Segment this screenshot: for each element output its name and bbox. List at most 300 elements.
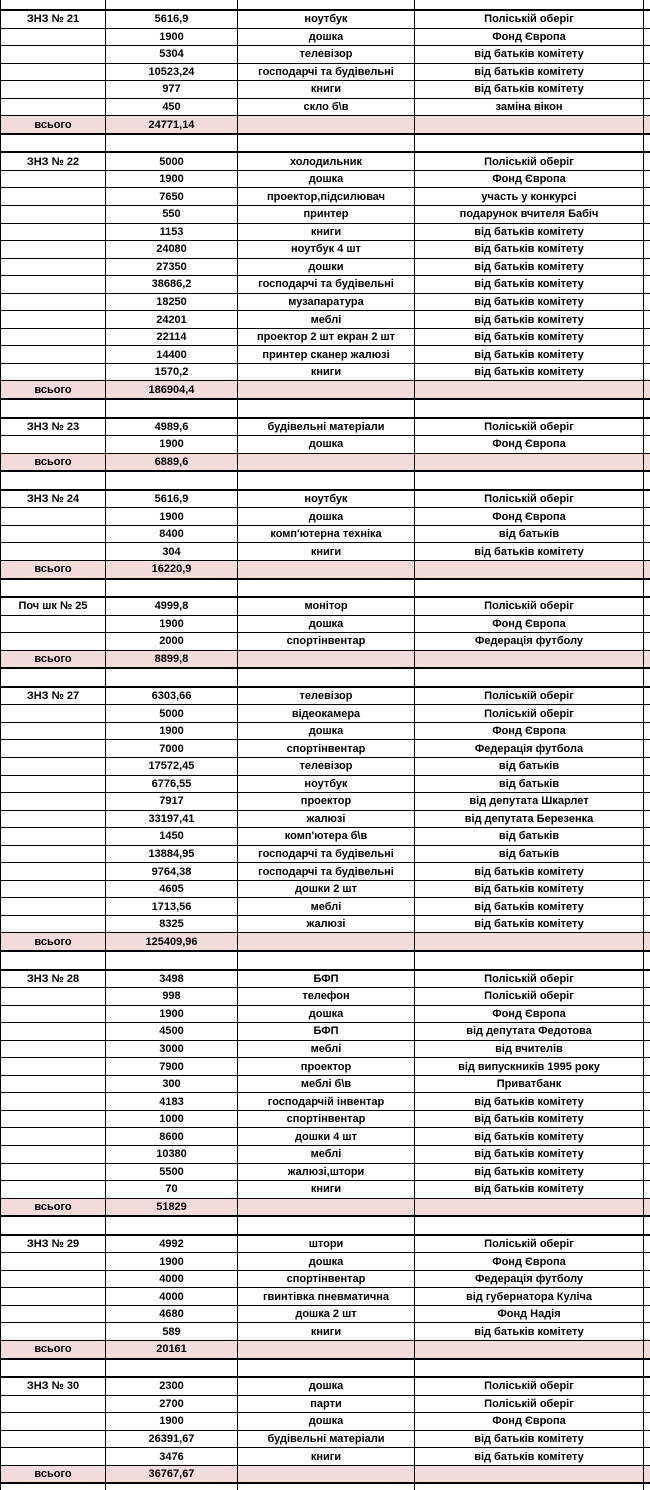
item-cell[interactable]: принтер — [238, 206, 415, 224]
amount-cell[interactable]: 9764,38 — [106, 863, 238, 881]
total-item-cell[interactable] — [238, 116, 415, 134]
item-cell[interactable]: книги — [238, 1448, 415, 1466]
item-cell[interactable]: штори — [238, 1235, 415, 1253]
school-cell[interactable] — [1, 1005, 106, 1023]
source-cell[interactable]: від батьків комітету — [415, 1128, 644, 1146]
source-cell[interactable]: Фонд Надія — [415, 1305, 644, 1323]
total-filler-cell[interactable] — [644, 1198, 650, 1216]
amount-cell[interactable]: 5616,9 — [106, 10, 238, 28]
item-cell[interactable]: книги — [238, 363, 415, 381]
sep-amount-cell[interactable] — [106, 1359, 238, 1378]
school-cell[interactable] — [1, 1093, 106, 1111]
source-cell[interactable]: Приватбанк — [415, 1075, 644, 1093]
school-cell[interactable] — [1, 293, 106, 311]
top-filler-cell[interactable] — [644, 0, 650, 10]
filler-cell[interactable] — [644, 311, 650, 329]
filler-cell[interactable] — [644, 436, 650, 454]
amount-cell[interactable]: 13884,95 — [106, 845, 238, 863]
total-label-cell[interactable]: всього — [1, 933, 106, 951]
item-cell[interactable]: господарчі та будівельні — [238, 63, 415, 81]
total-label-cell[interactable]: всього — [1, 1198, 106, 1216]
sep-amount-cell[interactable] — [106, 579, 238, 598]
item-cell[interactable]: меблі б\в — [238, 1075, 415, 1093]
school-cell[interactable] — [1, 722, 106, 740]
amount-cell[interactable]: 6303,66 — [106, 687, 238, 705]
sep-source-cell[interactable] — [415, 1216, 644, 1235]
school-cell[interactable] — [1, 328, 106, 346]
filler-cell[interactable] — [644, 740, 650, 758]
amount-cell[interactable]: 26391,67 — [106, 1430, 238, 1448]
total-source-cell[interactable] — [415, 1198, 644, 1216]
item-cell[interactable]: гвинтівка пневматична — [238, 1288, 415, 1306]
amount-cell[interactable]: 27350 — [106, 258, 238, 276]
amount-cell[interactable]: 2300 — [106, 1377, 238, 1395]
total-label-cell[interactable]: всього — [1, 650, 106, 668]
source-cell[interactable]: від батьків комітету — [415, 1163, 644, 1181]
amount-cell[interactable]: 1900 — [106, 436, 238, 454]
item-cell[interactable]: спортінвентар — [238, 1110, 415, 1128]
source-cell[interactable]: від депутата Березенка — [415, 810, 644, 828]
sep-amount-cell[interactable] — [106, 951, 238, 970]
amount-cell[interactable]: 1900 — [106, 1005, 238, 1023]
school-cell[interactable] — [1, 98, 106, 116]
filler-cell[interactable] — [644, 597, 650, 615]
item-cell[interactable]: телевізор — [238, 687, 415, 705]
filler-cell[interactable] — [644, 543, 650, 561]
item-cell[interactable]: ноутбук — [238, 490, 415, 508]
school-cell[interactable] — [1, 898, 106, 916]
school-cell[interactable]: ЗНЗ № 28 — [1, 970, 106, 988]
item-cell[interactable]: будівельні матеріали — [238, 1430, 415, 1448]
item-cell[interactable]: господарчі та будівельні — [238, 845, 415, 863]
filler-cell[interactable] — [644, 1305, 650, 1323]
school-cell[interactable] — [1, 543, 106, 561]
filler-cell[interactable] — [644, 1023, 650, 1041]
source-cell[interactable]: від батьків комітету — [415, 1110, 644, 1128]
amount-cell[interactable]: 4999,8 — [106, 597, 238, 615]
item-cell[interactable]: меблі — [238, 1040, 415, 1058]
total-source-cell[interactable] — [415, 560, 644, 578]
amount-cell[interactable]: 1000 — [106, 1110, 238, 1128]
item-cell[interactable]: телефон — [238, 988, 415, 1006]
source-cell[interactable]: від батьків комітету — [415, 276, 644, 294]
source-cell[interactable]: від батьків комітету — [415, 1430, 644, 1448]
bottom-filler-cell[interactable] — [644, 1483, 650, 1490]
top-school-cell[interactable] — [1, 0, 106, 10]
amount-cell[interactable]: 33197,41 — [106, 810, 238, 828]
filler-cell[interactable] — [644, 1270, 650, 1288]
total-filler-cell[interactable] — [644, 1465, 650, 1483]
amount-cell[interactable]: 1450 — [106, 828, 238, 846]
school-cell[interactable] — [1, 258, 106, 276]
sep-item-cell[interactable] — [238, 951, 415, 970]
source-cell[interactable]: Федерація футболу — [415, 633, 644, 651]
sep-source-cell[interactable] — [415, 1359, 644, 1378]
sep-item-cell[interactable] — [238, 579, 415, 598]
bottom-item-cell[interactable] — [238, 1483, 415, 1490]
filler-cell[interactable] — [644, 793, 650, 811]
item-cell[interactable]: комп'ютера б\в — [238, 828, 415, 846]
school-cell[interactable]: ЗНЗ № 21 — [1, 10, 106, 28]
filler-cell[interactable] — [644, 1288, 650, 1306]
total-filler-cell[interactable] — [644, 116, 650, 134]
filler-cell[interactable] — [644, 63, 650, 81]
school-cell[interactable] — [1, 1040, 106, 1058]
school-cell[interactable] — [1, 1128, 106, 1146]
sep-filler-cell[interactable] — [644, 579, 650, 598]
school-cell[interactable] — [1, 1110, 106, 1128]
source-cell[interactable]: Поліській оберіг — [415, 1235, 644, 1253]
school-cell[interactable] — [1, 223, 106, 241]
amount-cell[interactable]: 7900 — [106, 1058, 238, 1076]
total-item-cell[interactable] — [238, 1198, 415, 1216]
amount-cell[interactable]: 450 — [106, 98, 238, 116]
filler-cell[interactable] — [644, 988, 650, 1006]
school-cell[interactable] — [1, 346, 106, 364]
school-cell[interactable]: Поч шк № 25 — [1, 597, 106, 615]
source-cell[interactable]: Поліській оберіг — [415, 988, 644, 1006]
item-cell[interactable]: меблі — [238, 1146, 415, 1164]
school-cell[interactable] — [1, 63, 106, 81]
source-cell[interactable]: Поліській оберіг — [415, 597, 644, 615]
school-cell[interactable] — [1, 188, 106, 206]
school-cell[interactable]: ЗНЗ № 27 — [1, 687, 106, 705]
item-cell[interactable]: дошка — [238, 508, 415, 526]
item-cell[interactable]: дошка — [238, 1253, 415, 1271]
bottom-school-cell[interactable] — [1, 1483, 106, 1490]
item-cell[interactable]: дошки — [238, 258, 415, 276]
source-cell[interactable]: Фонд Європа — [415, 436, 644, 454]
sep-school-cell[interactable] — [1, 1359, 106, 1378]
source-cell[interactable]: Фонд Європа — [415, 1253, 644, 1271]
filler-cell[interactable] — [644, 845, 650, 863]
item-cell[interactable]: господарчі та будівельні — [238, 863, 415, 881]
amount-cell[interactable]: 7650 — [106, 188, 238, 206]
item-cell[interactable]: проектор 2 шт екран 2 шт — [238, 328, 415, 346]
source-cell[interactable]: Поліській оберіг — [415, 10, 644, 28]
total-label-cell[interactable]: всього — [1, 381, 106, 399]
source-cell[interactable]: від батьків комітету — [415, 63, 644, 81]
source-cell[interactable]: Федерація футболу — [415, 1270, 644, 1288]
amount-cell[interactable]: 10523,24 — [106, 63, 238, 81]
source-cell[interactable]: від батьків — [415, 828, 644, 846]
amount-cell[interactable]: 1153 — [106, 223, 238, 241]
total-label-cell[interactable]: всього — [1, 1341, 106, 1359]
item-cell[interactable]: БФП — [238, 970, 415, 988]
sep-school-cell[interactable] — [1, 579, 106, 598]
source-cell[interactable]: від батьків комітету — [415, 1448, 644, 1466]
school-cell[interactable] — [1, 845, 106, 863]
amount-cell[interactable]: 300 — [106, 1075, 238, 1093]
school-cell[interactable] — [1, 1323, 106, 1341]
amount-cell[interactable]: 70 — [106, 1181, 238, 1199]
source-cell[interactable]: Фонд Європа — [415, 170, 644, 188]
filler-cell[interactable] — [644, 1413, 650, 1431]
source-cell[interactable]: Поліській оберіг — [415, 970, 644, 988]
item-cell[interactable]: жалюзі — [238, 810, 415, 828]
filler-cell[interactable] — [644, 293, 650, 311]
item-cell[interactable]: принтер сканер жалюзі — [238, 346, 415, 364]
filler-cell[interactable] — [644, 1110, 650, 1128]
school-cell[interactable] — [1, 508, 106, 526]
amount-cell[interactable]: 14400 — [106, 346, 238, 364]
total-amount-cell[interactable]: 36767,67 — [106, 1465, 238, 1483]
filler-cell[interactable] — [644, 1377, 650, 1395]
amount-cell[interactable]: 1900 — [106, 615, 238, 633]
item-cell[interactable]: відеокамера — [238, 705, 415, 723]
filler-cell[interactable] — [644, 241, 650, 259]
source-cell[interactable]: заміна вікон — [415, 98, 644, 116]
amount-cell[interactable]: 1900 — [106, 508, 238, 526]
amount-cell[interactable]: 304 — [106, 543, 238, 561]
school-cell[interactable] — [1, 525, 106, 543]
top-item-cell[interactable] — [238, 0, 415, 10]
source-cell[interactable]: Фонд Європа — [415, 508, 644, 526]
total-amount-cell[interactable]: 8899,8 — [106, 650, 238, 668]
filler-cell[interactable] — [644, 258, 650, 276]
sep-item-cell[interactable] — [238, 668, 415, 687]
school-cell[interactable]: ЗНЗ № 30 — [1, 1377, 106, 1395]
item-cell[interactable]: дошки 2 шт — [238, 880, 415, 898]
amount-cell[interactable]: 8600 — [106, 1128, 238, 1146]
school-cell[interactable] — [1, 1023, 106, 1041]
source-cell[interactable]: Поліській оберіг — [415, 705, 644, 723]
item-cell[interactable]: книги — [238, 223, 415, 241]
item-cell[interactable]: проектор — [238, 793, 415, 811]
school-cell[interactable]: ЗНЗ № 22 — [1, 152, 106, 170]
school-cell[interactable] — [1, 1253, 106, 1271]
filler-cell[interactable] — [644, 1005, 650, 1023]
source-cell[interactable]: від батьків комітету — [415, 46, 644, 64]
source-cell[interactable]: Поліській оберіг — [415, 490, 644, 508]
source-cell[interactable]: Поліській оберіг — [415, 152, 644, 170]
school-cell[interactable] — [1, 775, 106, 793]
sep-filler-cell[interactable] — [644, 134, 650, 153]
filler-cell[interactable] — [644, 418, 650, 436]
item-cell[interactable]: спортінвентар — [238, 633, 415, 651]
source-cell[interactable]: від вчителів — [415, 1040, 644, 1058]
item-cell[interactable]: проектор,підсилювач — [238, 188, 415, 206]
item-cell[interactable]: холодильник — [238, 152, 415, 170]
item-cell[interactable]: господарчій інвентар — [238, 1093, 415, 1111]
amount-cell[interactable]: 2700 — [106, 1395, 238, 1413]
school-cell[interactable] — [1, 1146, 106, 1164]
amount-cell[interactable]: 17572,45 — [106, 757, 238, 775]
sep-school-cell[interactable] — [1, 134, 106, 153]
filler-cell[interactable] — [644, 346, 650, 364]
amount-cell[interactable]: 38686,2 — [106, 276, 238, 294]
school-cell[interactable] — [1, 276, 106, 294]
sep-amount-cell[interactable] — [106, 134, 238, 153]
filler-cell[interactable] — [644, 633, 650, 651]
total-item-cell[interactable] — [238, 381, 415, 399]
school-cell[interactable] — [1, 1430, 106, 1448]
source-cell[interactable]: Поліській оберіг — [415, 1395, 644, 1413]
filler-cell[interactable] — [644, 775, 650, 793]
source-cell[interactable]: від губернатора Куліча — [415, 1288, 644, 1306]
school-cell[interactable]: ЗНЗ № 24 — [1, 490, 106, 508]
source-cell[interactable]: Фонд Європа — [415, 1005, 644, 1023]
source-cell[interactable]: від батьків комітету — [415, 915, 644, 933]
total-amount-cell[interactable]: 20161 — [106, 1341, 238, 1359]
total-amount-cell[interactable]: 125409,96 — [106, 933, 238, 951]
filler-cell[interactable] — [644, 46, 650, 64]
total-label-cell[interactable]: всього — [1, 116, 106, 134]
filler-cell[interactable] — [644, 863, 650, 881]
source-cell[interactable]: від батьків — [415, 525, 644, 543]
sep-filler-cell[interactable] — [644, 471, 650, 490]
sep-source-cell[interactable] — [415, 951, 644, 970]
school-cell[interactable]: ЗНЗ № 29 — [1, 1235, 106, 1253]
item-cell[interactable]: жалюзі,штори — [238, 1163, 415, 1181]
source-cell[interactable]: Фонд Європа — [415, 615, 644, 633]
filler-cell[interactable] — [644, 1430, 650, 1448]
filler-cell[interactable] — [644, 810, 650, 828]
school-cell[interactable] — [1, 436, 106, 454]
total-label-cell[interactable]: всього — [1, 560, 106, 578]
filler-cell[interactable] — [644, 490, 650, 508]
source-cell[interactable]: від батьків комітету — [415, 241, 644, 259]
school-cell[interactable] — [1, 810, 106, 828]
source-cell[interactable]: Федерація футбола — [415, 740, 644, 758]
filler-cell[interactable] — [644, 1163, 650, 1181]
top-amount-cell[interactable] — [106, 0, 238, 10]
item-cell[interactable]: меблі — [238, 311, 415, 329]
item-cell[interactable]: господарчі та будівельні — [238, 276, 415, 294]
school-cell[interactable] — [1, 1448, 106, 1466]
amount-cell[interactable]: 4500 — [106, 1023, 238, 1041]
amount-cell[interactable]: 4605 — [106, 880, 238, 898]
school-cell[interactable] — [1, 1075, 106, 1093]
filler-cell[interactable] — [644, 615, 650, 633]
filler-cell[interactable] — [644, 705, 650, 723]
source-cell[interactable]: подарунок вчителя Бабіч — [415, 206, 644, 224]
sep-amount-cell[interactable] — [106, 471, 238, 490]
school-cell[interactable] — [1, 1058, 106, 1076]
total-filler-cell[interactable] — [644, 650, 650, 668]
filler-cell[interactable] — [644, 28, 650, 46]
amount-cell[interactable]: 5304 — [106, 46, 238, 64]
school-cell[interactable] — [1, 705, 106, 723]
school-cell[interactable] — [1, 28, 106, 46]
school-cell[interactable] — [1, 863, 106, 881]
filler-cell[interactable] — [644, 170, 650, 188]
item-cell[interactable]: дошка — [238, 1005, 415, 1023]
sep-amount-cell[interactable] — [106, 668, 238, 687]
source-cell[interactable]: від батьків комітету — [415, 543, 644, 561]
sep-source-cell[interactable] — [415, 134, 644, 153]
source-cell[interactable]: Фонд Європа — [415, 722, 644, 740]
item-cell[interactable]: БФП — [238, 1023, 415, 1041]
source-cell[interactable]: від батьків комітету — [415, 863, 644, 881]
filler-cell[interactable] — [644, 1146, 650, 1164]
filler-cell[interactable] — [644, 276, 650, 294]
school-cell[interactable] — [1, 241, 106, 259]
item-cell[interactable]: дошка — [238, 722, 415, 740]
total-source-cell[interactable] — [415, 116, 644, 134]
item-cell[interactable]: жалюзі — [238, 915, 415, 933]
filler-cell[interactable] — [644, 1181, 650, 1199]
sep-filler-cell[interactable] — [644, 399, 650, 418]
amount-cell[interactable]: 4000 — [106, 1270, 238, 1288]
sep-school-cell[interactable] — [1, 471, 106, 490]
total-filler-cell[interactable] — [644, 453, 650, 471]
school-cell[interactable] — [1, 615, 106, 633]
source-cell[interactable]: Фонд Європа — [415, 28, 644, 46]
filler-cell[interactable] — [644, 1058, 650, 1076]
sep-item-cell[interactable] — [238, 471, 415, 490]
amount-cell[interactable]: 2000 — [106, 633, 238, 651]
sep-source-cell[interactable] — [415, 579, 644, 598]
filler-cell[interactable] — [644, 525, 650, 543]
amount-cell[interactable]: 3498 — [106, 970, 238, 988]
sep-school-cell[interactable] — [1, 1216, 106, 1235]
source-cell[interactable]: Поліській оберіг — [415, 1377, 644, 1395]
amount-cell[interactable]: 1900 — [106, 1253, 238, 1271]
filler-cell[interactable] — [644, 152, 650, 170]
school-cell[interactable]: ЗНЗ № 23 — [1, 418, 106, 436]
sep-filler-cell[interactable] — [644, 1216, 650, 1235]
school-cell[interactable] — [1, 880, 106, 898]
amount-cell[interactable]: 1900 — [106, 722, 238, 740]
filler-cell[interactable] — [644, 1093, 650, 1111]
amount-cell[interactable]: 7000 — [106, 740, 238, 758]
total-source-cell[interactable] — [415, 453, 644, 471]
total-item-cell[interactable] — [238, 453, 415, 471]
school-cell[interactable] — [1, 1413, 106, 1431]
item-cell[interactable]: дошка — [238, 28, 415, 46]
school-cell[interactable] — [1, 311, 106, 329]
total-amount-cell[interactable]: 24771,14 — [106, 116, 238, 134]
school-cell[interactable] — [1, 1395, 106, 1413]
item-cell[interactable]: ноутбук 4 шт — [238, 241, 415, 259]
filler-cell[interactable] — [644, 880, 650, 898]
item-cell[interactable]: будівельні матеріали — [238, 418, 415, 436]
total-item-cell[interactable] — [238, 560, 415, 578]
school-cell[interactable] — [1, 363, 106, 381]
amount-cell[interactable]: 8400 — [106, 525, 238, 543]
filler-cell[interactable] — [644, 828, 650, 846]
amount-cell[interactable]: 6776,55 — [106, 775, 238, 793]
filler-cell[interactable] — [644, 223, 650, 241]
filler-cell[interactable] — [644, 722, 650, 740]
total-source-cell[interactable] — [415, 933, 644, 951]
sep-item-cell[interactable] — [238, 399, 415, 418]
amount-cell[interactable]: 1713,56 — [106, 898, 238, 916]
amount-cell[interactable]: 998 — [106, 988, 238, 1006]
amount-cell[interactable]: 550 — [106, 206, 238, 224]
sep-source-cell[interactable] — [415, 471, 644, 490]
item-cell[interactable]: телевізор — [238, 757, 415, 775]
total-filler-cell[interactable] — [644, 933, 650, 951]
sep-item-cell[interactable] — [238, 1359, 415, 1378]
filler-cell[interactable] — [644, 1128, 650, 1146]
sep-item-cell[interactable] — [238, 134, 415, 153]
source-cell[interactable]: від депутата Федотова — [415, 1023, 644, 1041]
filler-cell[interactable] — [644, 898, 650, 916]
school-cell[interactable] — [1, 1270, 106, 1288]
item-cell[interactable]: меблі — [238, 898, 415, 916]
total-amount-cell[interactable]: 186904,4 — [106, 381, 238, 399]
amount-cell[interactable]: 5616,9 — [106, 490, 238, 508]
source-cell[interactable]: від депутата Шкарлет — [415, 793, 644, 811]
amount-cell[interactable]: 4000 — [106, 1288, 238, 1306]
amount-cell[interactable]: 24080 — [106, 241, 238, 259]
filler-cell[interactable] — [644, 188, 650, 206]
source-cell[interactable]: від батьків комітету — [415, 1181, 644, 1199]
total-filler-cell[interactable] — [644, 560, 650, 578]
item-cell[interactable]: скло б\в — [238, 98, 415, 116]
